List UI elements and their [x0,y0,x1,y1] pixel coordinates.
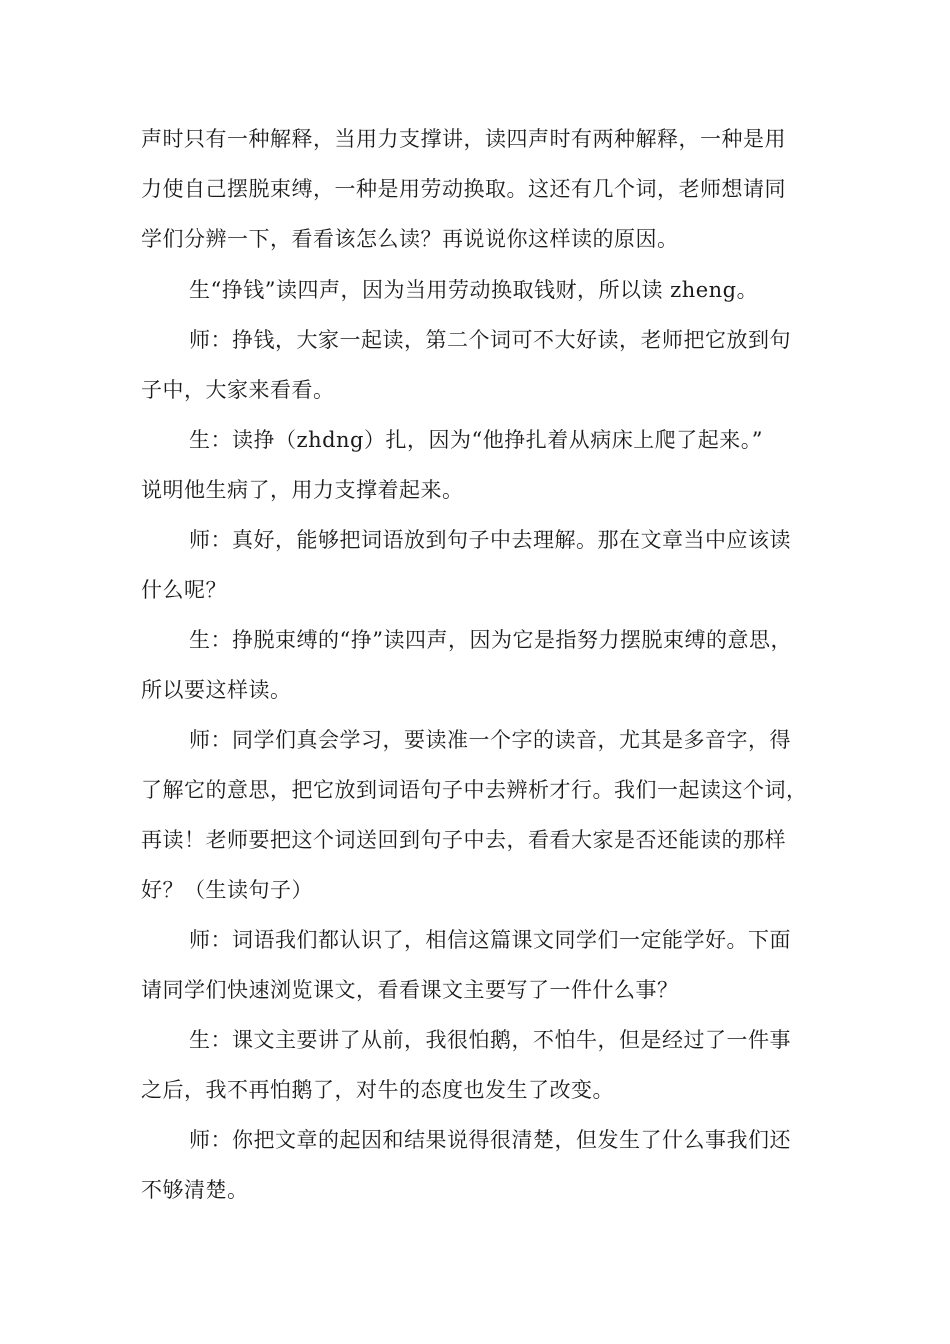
text-line: 声时只有一种解释，当用力支撑讲，读四声时有两种解释，一种是用 [141,127,786,151]
text-line: 请同学们快速浏览课文，看看课文主要写了一件什么事？ [141,978,679,1002]
text-line: 生：读挣（zhdng）扎，因为“他挣扎着从病床上爬了起来。” [189,428,763,452]
text-line: 了解它的意思，把它放到词语句子中去辨析才行。我们一起读这个词， [141,778,808,802]
text-line: 所以要这样读。 [141,678,292,702]
text-line: 再读！老师要把这个词送回到句子中去，看看大家是否还能读的那样 [141,828,786,852]
text-line: 师：词语我们都认识了，相信这篇课文同学们一定能学好。下面 [189,928,791,952]
text-line: 师：挣钱，大家一起读，第二个词可不大好读，老师把它放到句 [189,328,791,352]
text-line: 什么呢？ [141,578,227,602]
text-line: 师：同学们真会学习，要读准一个字的读音，尤其是多音字，得 [189,728,791,752]
text-line: 不够清楚。 [141,1178,249,1202]
text-line: 说明他生病了，用力支撑着起来。 [141,478,464,502]
text-line: 生：课文主要讲了从前，我很怕鹅，不怕牛，但是经过了一件事 [189,1028,791,1052]
text-line: 师：你把文章的起因和结果说得很清楚，但发生了什么事我们还 [189,1128,791,1152]
text-line: 子中，大家来看看。 [141,378,335,402]
text-line: 好？（生读句子） [141,878,313,902]
text-line: 生“挣钱”读四声，因为当用劳动换取钱财，所以读 zheng。 [189,278,759,302]
text-line: 之后，我不再怕鹅了，对牛的态度也发生了改变。 [141,1078,614,1102]
text-line: 学们分辨一下，看看该怎么读？再说说你这样读的原因。 [141,227,679,251]
text-line: 力使自己摆脱束缚，一种是用劳动换取。这还有几个词，老师想请同 [141,177,786,201]
text-line: 生：挣脱束缚的“挣”读四声，因为它是指努力摆脱束缚的意思， [189,628,792,652]
text-line: 师：真好，能够把词语放到句子中去理解。那在文章当中应该读 [189,528,791,552]
